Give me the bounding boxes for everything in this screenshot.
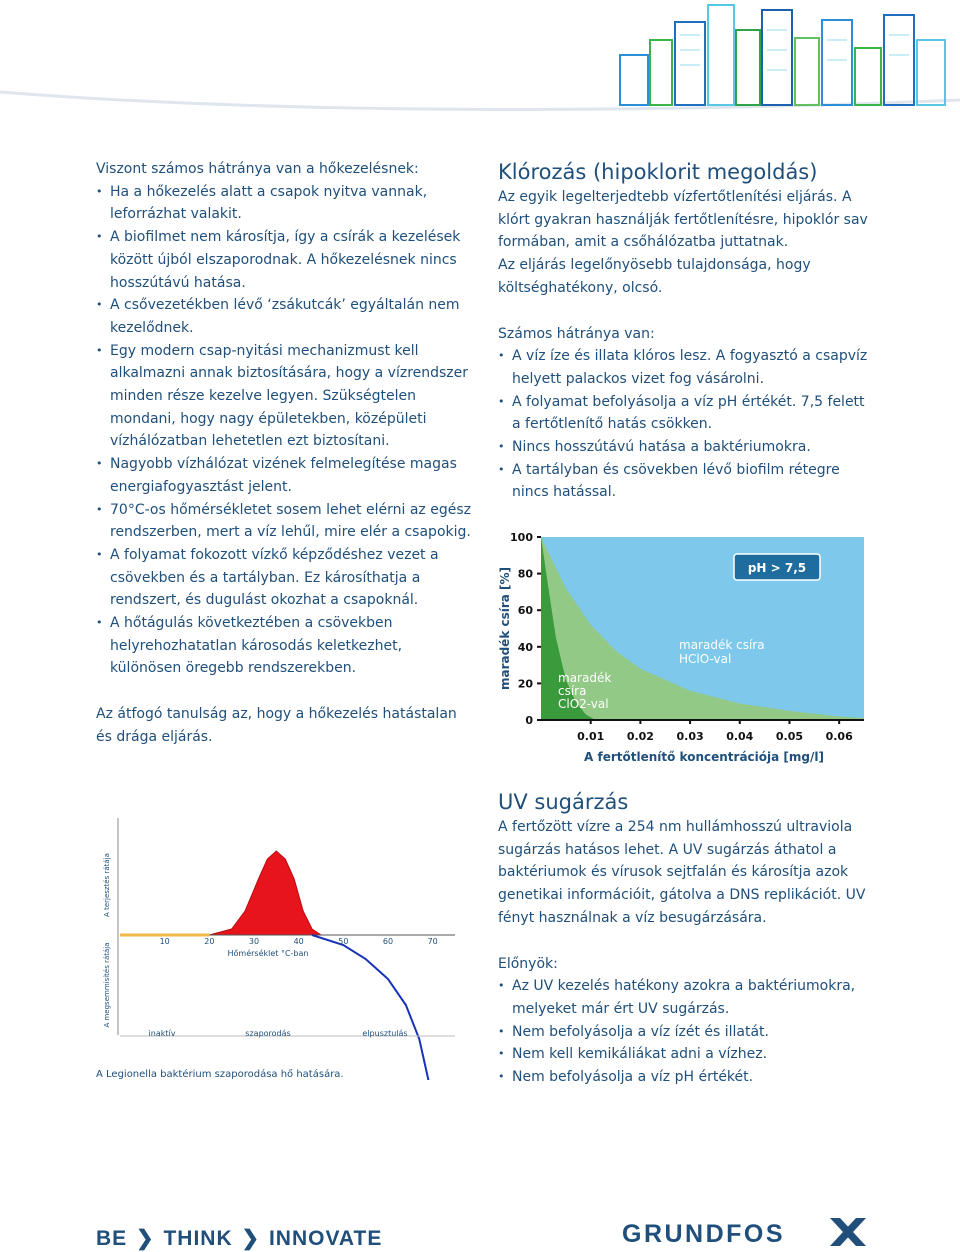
list-item: • Ha a hőkezelés alatt a csapok nyitva vannak, leforrázhat valakit. xyxy=(96,181,476,226)
list-item: • Az UV kezelés hatékony azokra a baktériumokra, melyeket már ért UV sugárzás. xyxy=(498,975,873,1020)
x-tick-label: 30 xyxy=(248,937,260,946)
x-tick-label: 50 xyxy=(338,937,349,946)
list-item: • A hőtágulás következtében a csövekben helyrehozhatatlan károsodás keletkezhet, különösen öregebb rendszerekben. xyxy=(96,612,476,680)
uv-advantages-intro: Előnyök: xyxy=(498,955,558,972)
x-tick-label: 0.02 xyxy=(626,730,654,743)
slogan-be: BE xyxy=(96,1227,128,1250)
zone-label-death: elpusztulás xyxy=(362,1029,408,1038)
x-tick-label: 70 xyxy=(427,937,438,946)
clo2-annotation-line: maradék xyxy=(558,671,612,685)
list-item: • A víz íze és illata klóros lesz. A fogyasztó a csapvíz helyett palackos vizet fog vásárolni. xyxy=(498,345,873,390)
chart-caption: A Legionella baktérium szaporodása hő hatására. xyxy=(96,1069,344,1080)
zone-label-growth: szaporodás xyxy=(245,1029,291,1038)
chlorination-paragraph-2: Az eljárás legelőnyösebb tulajdonsága, hogy költséghatékony, olcsó. xyxy=(498,257,811,296)
drawbacks-intro: Viszont számos hátránya van a hőkezelésnek: xyxy=(96,161,419,177)
x-tick-label: 20 xyxy=(204,937,215,946)
chevron-right-icon: ❯ xyxy=(136,1227,155,1250)
heat-treatment-drawbacks xyxy=(96,158,476,749)
uv-advantages-list xyxy=(498,975,873,1089)
chlorination-drawbacks-list xyxy=(498,345,873,504)
death-rate-curve xyxy=(312,935,433,1080)
chlorination-paragraph-1: Az egyik legelterjedtebb vízfertőtlenítési eljárás. A klórt gyakran használják fertőtlenítésre, hipoklór sav formában, amit a csőhálózatba juttatnak. xyxy=(498,189,868,251)
y-axis-label: maradék csíra [%] xyxy=(498,566,512,691)
x-tick-label: 0.06 xyxy=(825,730,853,743)
y-tick-label: 80 xyxy=(517,567,533,581)
growth-area xyxy=(209,851,321,935)
uv-section xyxy=(498,788,873,1089)
list-item: • Nagyobb vízhálózat vizének felmelegítése magas energiafogyasztást jelent. xyxy=(96,453,476,498)
slogan-think: THINK xyxy=(163,1227,233,1250)
list-item: • 70°C-os hőmérsékletet sosem lehet elérni az egész rendszerben, mert a víz lehűl, mire elér a csapokig. xyxy=(96,499,476,544)
x-tick-label: 10 xyxy=(159,937,170,946)
grundfos-logo xyxy=(622,1212,872,1250)
y-tick-label: 40 xyxy=(517,640,533,654)
clo2-annotation-line: csíra xyxy=(558,684,587,698)
y-tick-label: 100 xyxy=(510,531,533,544)
list-item: • A biofilmet nem károsítja, így a csírák a kezelések között újból elszaporodnak. A hőkezelésnek nincs hosszútávú hatása. xyxy=(96,226,476,294)
y-axis-label-top: A terjesztés rátája xyxy=(103,853,111,917)
chlorination-title: Klórozás (hipoklorit megoldás) xyxy=(498,160,818,184)
list-item: • Nincs hosszútávú hatása a baktériumokra. xyxy=(498,436,873,459)
y-tick-label: 20 xyxy=(517,677,533,691)
x-axis-label: Hőmérséklet °C-ban xyxy=(227,949,309,958)
y-tick-label: 60 xyxy=(517,604,533,618)
list-item: • Nem kell kemikáliákat adni a vízhez. xyxy=(498,1043,873,1066)
chlorination-section xyxy=(498,158,873,504)
x-tick-label: 0.05 xyxy=(775,730,804,743)
list-item: • A csővezetékben lévő ‘zsákutcák’ egyáltalán nem kezelődnek. xyxy=(96,294,476,339)
drawbacks-list xyxy=(96,181,476,680)
x-tick-label: 0.03 xyxy=(676,730,704,743)
footer-slogan xyxy=(96,1226,382,1251)
x-tick-label: 0.04 xyxy=(726,730,754,743)
ph-annotation: pH > 7,5 xyxy=(747,561,807,575)
city-skyline-banner xyxy=(0,0,960,120)
grundfos-x-icon xyxy=(830,1218,866,1246)
chlorine-disinfection-chart xyxy=(496,520,876,770)
list-item: • A folyamat fokozott vízkő képződéshez vezet a csövekben és a tartályban. Ez károsíthatja a rendszert, és dugulást okozhat a csapoknál. xyxy=(96,544,476,612)
uv-paragraph: A fertőzött vízre a 254 nm hullámhosszú ultraviola sugárzás hatásos lehet. A UV sugárzás áthatol a baktériumok és vírusok sejtfalán és károsítja azok genetikai információit, gátolva a DNS replikációt. UV fényt használnak a víz besugárzására. xyxy=(498,819,866,926)
list-item: • Egy modern csap-nyitási mechanizmust kell alkalmazni annak biztosítására, hogy a vízrendszer minden része kezelve legyen. Szükségtelen mondani, hogy nagy épületekben, középületi vízhálózatban lehetetlen ezt biztosítani. xyxy=(96,340,476,454)
y-tick-label: 0 xyxy=(525,714,533,727)
chevron-right-icon: ❯ xyxy=(241,1227,261,1250)
x-tick-label: 0.01 xyxy=(577,730,605,743)
list-item: • A folyamat befolyásolja a víz pH értékét. 7,5 felett a fertőtlenítő hatás csökken. xyxy=(498,391,873,436)
x-axis-label: A fertőtlenítő koncentrációja [mg/l] xyxy=(584,750,824,764)
clo2-annotation-line: ClO2-val xyxy=(558,697,609,711)
hclo-annotation-line: HClO-val xyxy=(679,652,732,666)
zone-label-inactive: inaktív xyxy=(148,1029,176,1038)
list-item: • Nem befolyásolja a víz ízét és illatát. xyxy=(498,1021,873,1044)
y-axis-label-bottom: A megsemmisítés rátája xyxy=(103,942,111,1028)
x-tick-label: 40 xyxy=(293,937,304,946)
list-item: • Nem befolyásolja a víz pH értékét. xyxy=(498,1066,873,1089)
grundfos-wordmark: GRUNDFOS xyxy=(622,1220,786,1248)
conclusion-text: Az átfogó tanulság az, hogy a hőkezelés hatástalan és drága eljárás. xyxy=(96,706,457,745)
slogan-innovate: INNOVATE xyxy=(268,1227,383,1250)
list-item: • A tartályban és csövekben lévő biofilm rétegre nincs hatással. xyxy=(498,459,873,504)
legionella-temperature-chart xyxy=(90,810,460,1080)
chlorination-drawbacks-intro: Számos hátránya van: xyxy=(498,325,655,342)
x-tick-label: 60 xyxy=(382,937,394,946)
hclo-annotation-line: maradék csíra xyxy=(679,638,765,652)
uv-title: UV sugárzás xyxy=(498,790,629,814)
